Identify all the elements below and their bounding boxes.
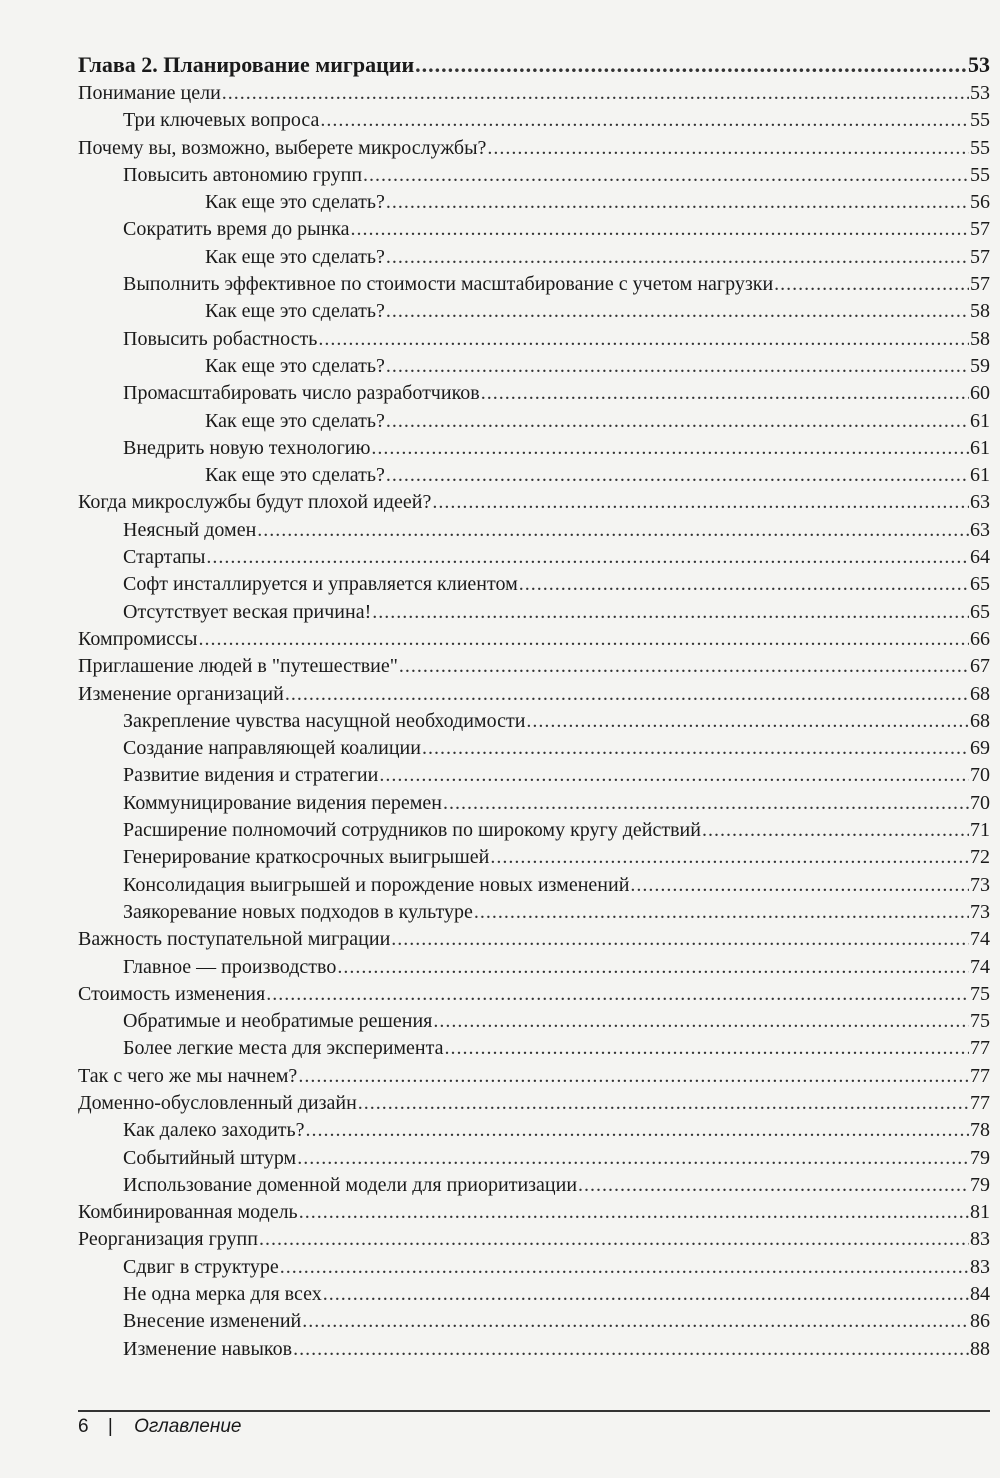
toc-entry <box>78 872 990 899</box>
toc-entry <box>78 1063 990 1090</box>
toc-entry-title: Развитие видения и стратегии <box>123 764 379 787</box>
toc-entry-title: Событийный штурм <box>123 1146 297 1169</box>
toc-entry <box>78 1117 990 1144</box>
dot-leader <box>379 762 969 789</box>
dot-leader <box>386 244 969 271</box>
dot-leader <box>386 353 969 380</box>
toc-entry-page-number: 74 <box>970 928 990 951</box>
toc-entry-title: Как еще это сделать? <box>205 191 385 214</box>
dot-leader <box>297 1145 969 1172</box>
toc-entry <box>78 762 990 789</box>
dot-leader <box>386 462 969 489</box>
footer-section-label: Оглавление <box>134 1416 242 1437</box>
toc-entry <box>78 1035 990 1062</box>
toc-entry-page-number: 73 <box>970 873 990 896</box>
dot-leader <box>257 517 969 544</box>
toc-entry-page-number: 83 <box>970 1255 990 1278</box>
toc-entry-title: Понимание цели <box>78 82 221 104</box>
toc-entry <box>78 599 990 626</box>
toc-entry-page-number: 60 <box>970 382 990 405</box>
toc-entry-page-number: 68 <box>970 709 990 732</box>
toc-entry-title: Использование доменной модели для приоритизации <box>123 1173 578 1196</box>
toc-entry-title: Глава 2. Планирование миграции <box>78 52 415 77</box>
dot-leader <box>199 626 970 653</box>
toc-entry <box>78 954 990 981</box>
toc-entry-title: Главное — производство <box>123 955 337 978</box>
toc-entry-page-number: 63 <box>970 491 990 514</box>
dot-leader <box>519 571 969 598</box>
toc-entry <box>78 653 990 680</box>
toc-entry-title: Генерирование краткосрочных выигрышей <box>123 846 490 869</box>
toc-entry-title: Обратимые и необратимые решения <box>123 1010 433 1033</box>
toc-entry-page-number: 61 <box>970 464 990 487</box>
table-of-contents <box>78 50 990 1363</box>
toc-entry-title: Как еще это сделать? <box>205 245 385 268</box>
toc-entry <box>78 80 990 107</box>
toc-entry-title: Как далеко заходить? <box>123 1119 305 1142</box>
toc-entry <box>78 107 990 134</box>
dot-leader <box>320 107 969 134</box>
dot-leader <box>445 1035 970 1062</box>
toc-entry-title: Сократить время до рынка <box>123 218 350 241</box>
toc-entry <box>78 1008 990 1035</box>
toc-entry <box>78 298 990 325</box>
dot-leader <box>443 790 969 817</box>
toc-entry <box>78 462 990 489</box>
dot-leader <box>280 1254 969 1281</box>
dot-leader <box>702 817 969 844</box>
dot-leader <box>371 435 969 462</box>
toc-entry <box>78 681 990 708</box>
toc-entry-page-number: 55 <box>970 109 990 132</box>
toc-entry-page-number: 65 <box>970 600 990 623</box>
toc-entry-page-number: 61 <box>970 436 990 459</box>
dot-leader <box>422 735 969 762</box>
toc-entry-title: Софт инсталлируется и управляется клиентом <box>123 573 518 596</box>
dot-leader <box>391 926 969 953</box>
dot-leader <box>433 1008 969 1035</box>
toc-entry-title: Более легкие места для эксперимента <box>123 1037 444 1060</box>
dot-leader <box>474 899 969 926</box>
toc-entry <box>78 1308 990 1335</box>
toc-entry <box>78 162 990 189</box>
toc-entry-title: Внесение изменений <box>123 1310 302 1333</box>
toc-entry-title: Промасштабировать число разработчиков <box>123 382 480 405</box>
toc-entry-page-number: 57 <box>970 273 990 296</box>
toc-entry-title: Важность поступательной миграции <box>78 928 391 951</box>
dot-leader <box>415 50 967 80</box>
dot-leader <box>222 80 969 107</box>
toc-entry-title: Три ключевых вопроса <box>123 109 320 132</box>
toc-entry-page-number: 63 <box>970 518 990 541</box>
toc-entry-page-number: 61 <box>970 409 990 432</box>
toc-entry-title: Почему вы, возможно, выберете микрослужбы? <box>78 136 487 159</box>
toc-entry <box>78 981 990 1008</box>
toc-entry <box>78 708 990 735</box>
toc-entry <box>78 1199 990 1226</box>
toc-entry <box>78 1254 990 1281</box>
toc-entry-page-number: 56 <box>970 191 990 214</box>
dot-leader <box>490 844 969 871</box>
toc-entry-page-number: 53 <box>968 52 990 77</box>
toc-entry-title: Коммуницирование видения перемен <box>123 791 442 814</box>
toc-entry-page-number: 66 <box>970 627 990 650</box>
toc-entry-page-number: 73 <box>970 900 990 923</box>
toc-entry <box>78 1145 990 1172</box>
toc-entry-page-number: 83 <box>970 1228 990 1251</box>
toc-entry-page-number: 81 <box>970 1201 990 1224</box>
toc-entry <box>78 326 990 353</box>
toc-entry-page-number: 75 <box>970 1010 990 1033</box>
toc-entry <box>78 271 990 298</box>
toc-entry-page-number: 64 <box>970 546 990 569</box>
dot-leader <box>386 298 969 325</box>
toc-entry-title: Консолидация выигрышей и порождение новых изменений <box>123 873 630 896</box>
dot-leader <box>298 1063 969 1090</box>
toc-entry-title: Как еще это сделать? <box>205 300 385 323</box>
toc-entry-title: Выполнить эффективное по стоимости масштабирование с учетом нагрузки <box>123 273 774 296</box>
dot-leader <box>285 681 969 708</box>
toc-entry-page-number: 57 <box>970 245 990 268</box>
dot-leader <box>386 189 969 216</box>
page-footer <box>78 1410 990 1438</box>
toc-entry-title: Реорганизация групп <box>78 1228 258 1251</box>
dot-leader <box>630 872 969 899</box>
toc-entry <box>78 1226 990 1253</box>
toc-entry-title: Изменение навыков <box>123 1337 293 1360</box>
toc-entry <box>78 899 990 926</box>
toc-entry <box>78 435 990 462</box>
dot-leader <box>206 544 969 571</box>
dot-leader <box>399 653 969 680</box>
toc-entry-page-number: 77 <box>970 1064 990 1087</box>
toc-entry-page-number: 70 <box>970 791 990 814</box>
toc-entry <box>78 1281 990 1308</box>
dot-leader <box>337 954 969 981</box>
dot-leader <box>358 1090 969 1117</box>
toc-entry <box>78 735 990 762</box>
toc-entry <box>78 571 990 598</box>
toc-entry-title: Неясный домен <box>123 518 257 541</box>
toc-entry-title: Заякоревание новых подходов в культуре <box>123 900 473 923</box>
toc-entry-page-number: 77 <box>970 1091 990 1114</box>
toc-entry-title: Создание направляющей коалиции <box>123 737 421 760</box>
toc-entry-page-number: 75 <box>970 982 990 1005</box>
toc-entry-title: Изменение организаций <box>78 682 284 705</box>
footer-separator: | <box>107 1416 113 1437</box>
toc-entry-page-number: 77 <box>970 1037 990 1060</box>
toc-entry <box>78 380 990 407</box>
toc-entry-page-number: 74 <box>970 955 990 978</box>
toc-entry-title: Как еще это сделать? <box>205 409 385 432</box>
toc-entry-page-number: 55 <box>970 163 990 186</box>
toc-entry-title: Стоимость изменения <box>78 982 266 1005</box>
toc-entry-page-number: 86 <box>970 1310 990 1333</box>
dot-leader <box>481 380 969 407</box>
toc-entry-page-number: 65 <box>970 573 990 596</box>
toc-entry-title: Так с чего же мы начнем? <box>78 1064 298 1087</box>
toc-entry-page-number: 88 <box>970 1337 990 1360</box>
toc-entry <box>78 626 990 653</box>
toc-entry <box>78 189 990 216</box>
dot-leader <box>266 981 969 1008</box>
toc-entry-page-number: 78 <box>970 1119 990 1142</box>
toc-entry <box>78 489 990 516</box>
toc-entry-title: Сдвиг в структуре <box>123 1255 279 1278</box>
toc-entry-page-number: 68 <box>970 682 990 705</box>
dot-leader <box>526 708 969 735</box>
toc-entry <box>78 1090 990 1117</box>
toc-chapter-entry <box>78 50 990 80</box>
dot-leader <box>386 408 969 435</box>
toc-entry-title: Приглашение людей в "путешествие" <box>78 655 398 678</box>
toc-entry-page-number: 70 <box>970 764 990 787</box>
toc-entry <box>78 135 990 162</box>
toc-entry-title: Как еще это сделать? <box>205 464 385 487</box>
toc-entry-title: Стартапы <box>123 546 206 569</box>
dot-leader <box>318 326 969 353</box>
toc-entry-page-number: 59 <box>970 354 990 377</box>
toc-entry <box>78 817 990 844</box>
toc-entry-title: Повысить автономию групп <box>123 163 363 186</box>
dot-leader <box>432 489 969 516</box>
toc-entry-page-number: 58 <box>970 300 990 323</box>
toc-entry <box>78 790 990 817</box>
toc-entry-title: Комбинированная модель <box>78 1201 298 1224</box>
dot-leader <box>293 1336 969 1363</box>
toc-entry-title: Расширение полномочий сотрудников по широкому кругу действий <box>123 819 701 842</box>
toc-entry-page-number: 58 <box>970 327 990 350</box>
dot-leader <box>578 1172 969 1199</box>
toc-entry <box>78 1336 990 1363</box>
toc-entry-title: Не одна мерка для всех <box>123 1283 322 1306</box>
dot-leader <box>363 162 969 189</box>
toc-entry <box>78 353 990 380</box>
dot-leader <box>774 271 969 298</box>
dot-leader <box>259 1226 969 1253</box>
toc-entry-title: Компромиссы <box>78 627 198 650</box>
toc-entry <box>78 408 990 435</box>
toc-entry <box>78 844 990 871</box>
toc-entry-page-number: 72 <box>970 846 990 869</box>
toc-entry-page-number: 57 <box>970 218 990 241</box>
toc-entry-title: Закрепление чувства насущной необходимости <box>123 709 526 732</box>
dot-leader <box>487 135 969 162</box>
toc-entry-title: Доменно-обусловленный дизайн <box>78 1091 357 1114</box>
dot-leader <box>323 1281 969 1308</box>
toc-entry-page-number: 69 <box>970 737 990 760</box>
toc-entry-title: Внедрить новую технологию <box>123 436 371 459</box>
toc-entry-title: Когда микрослужбы будут плохой идеей? <box>78 491 432 514</box>
dot-leader <box>299 1199 969 1226</box>
toc-entry-page-number: 53 <box>970 82 990 104</box>
dot-leader <box>351 216 969 243</box>
toc-entry-page-number: 55 <box>970 136 990 159</box>
footer-page-number: 6 <box>78 1416 89 1437</box>
toc-entry <box>78 926 990 953</box>
dot-leader <box>302 1308 969 1335</box>
toc-entry-page-number: 84 <box>970 1283 990 1306</box>
toc-entry-page-number: 71 <box>970 819 990 842</box>
toc-entry-page-number: 67 <box>970 655 990 678</box>
toc-entry <box>78 1172 990 1199</box>
dot-leader <box>306 1117 969 1144</box>
toc-entry-title: Отсутствует веская причина! <box>123 600 372 623</box>
toc-entry <box>78 544 990 571</box>
toc-entry-page-number: 79 <box>970 1173 990 1196</box>
toc-entry <box>78 216 990 243</box>
toc-entry <box>78 244 990 271</box>
dot-leader <box>372 599 969 626</box>
toc-entry-title: Как еще это сделать? <box>205 354 385 377</box>
toc-entry-title: Повысить робастность <box>123 327 318 350</box>
toc-entry-page-number: 79 <box>970 1146 990 1169</box>
toc-entry <box>78 517 990 544</box>
